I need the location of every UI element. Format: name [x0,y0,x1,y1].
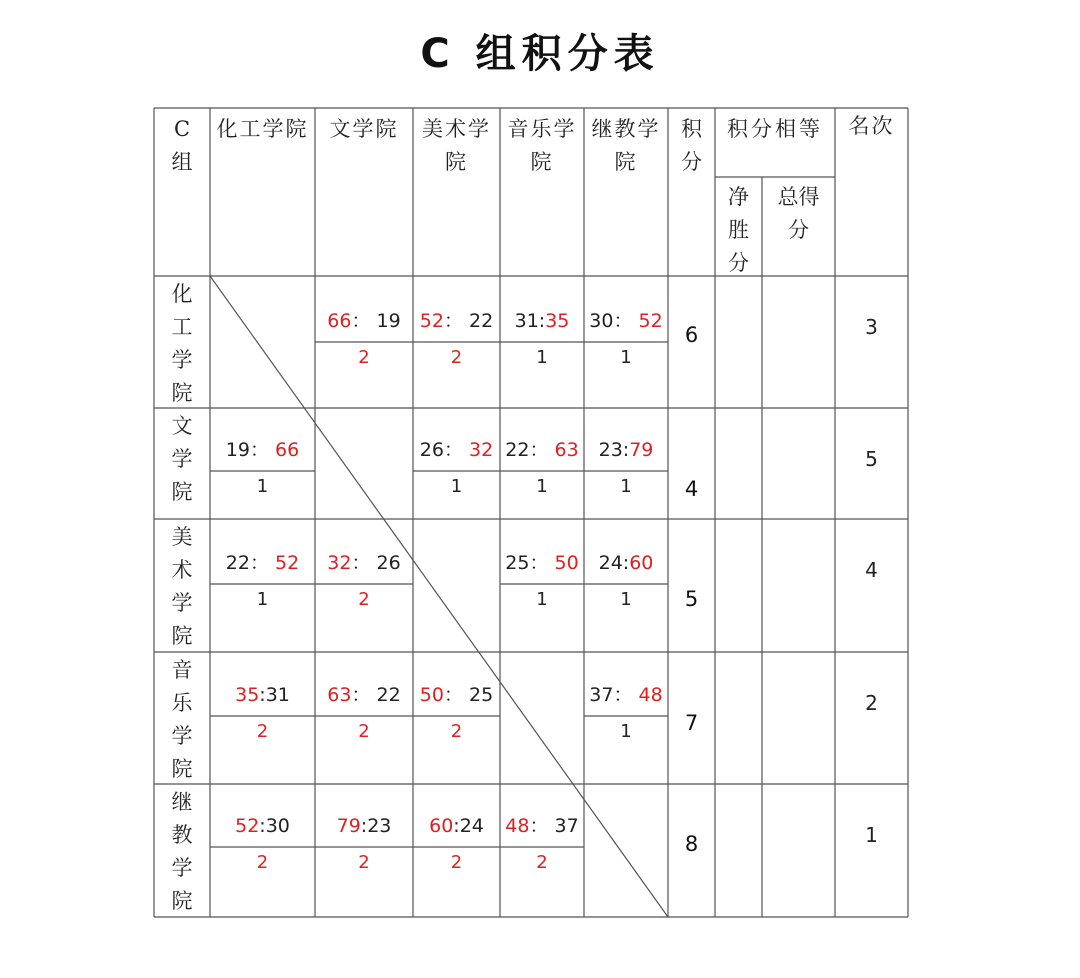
match-score [413,438,500,463]
text: : [259,815,266,837]
text: 37 [589,684,614,706]
text: 48 [505,815,530,837]
match-score [210,683,315,708]
match-points: 2 [358,589,370,610]
match-score [413,309,500,334]
text: 26 [376,552,401,574]
text: 63 [554,439,579,461]
match-points: 2 [358,852,370,873]
header-col-1: 文学院 [329,117,399,141]
header-col-0: 化工学院 [216,117,309,141]
text: 35 [545,310,570,332]
match-points: 1 [620,347,632,368]
text: 79 [629,439,654,461]
text: 63 [327,684,352,706]
text: 60 [629,552,654,574]
text: ： [613,310,639,332]
match-score [584,551,668,576]
match-score [500,551,584,576]
match-points: 2 [358,347,370,368]
match-points: 1 [536,589,548,610]
text: 24 [459,815,484,837]
header-points: 积分 [681,117,702,174]
text: 31 [514,310,539,332]
text: 23 [367,815,392,837]
row-rank: 5 [865,447,878,471]
match-points: 1 [256,476,269,497]
text: 26 [419,439,444,461]
row-team-label: 化工学院 [171,282,193,405]
match-points: 2 [256,721,269,742]
row-team-label: 美术学院 [171,525,193,648]
match-score [210,551,315,576]
row-team-label: 文学院 [171,414,193,504]
header-total-score: 总得分 [777,185,820,242]
text: ： [443,439,470,461]
text: ： [529,439,555,461]
text: : [622,552,630,574]
row-rank: 3 [865,315,878,339]
match-points: 1 [450,476,463,497]
text: 22 [469,310,494,332]
text: ： [351,552,377,574]
match-points: 1 [536,347,548,368]
match-points: 2 [256,852,269,873]
match-score [210,814,315,839]
row-points: 7 [684,711,699,735]
page-title: C 组积分表 [420,31,660,77]
match-points: 1 [620,721,632,742]
match-points: 2 [450,852,463,873]
text: 50 [554,552,579,574]
text: : [538,310,546,332]
text: 22 [376,684,401,706]
row-points: 8 [684,831,699,856]
match-points: 2 [450,347,463,368]
match-score [500,814,584,839]
header-net: 净胜分 [728,185,749,275]
match-score [413,683,500,708]
row-team-label: 音乐学院 [171,658,193,781]
text: 66 [275,439,300,461]
text: 50 [419,684,444,706]
text: 22 [505,439,530,461]
row-points: 5 [684,586,699,611]
match-points: 1 [620,589,632,610]
text: : [360,815,368,837]
text: 31 [265,684,290,706]
text: ： [249,439,276,461]
text: ： [351,684,377,706]
row-rank: 1 [865,823,878,847]
header-col-3: 音乐学院 [507,117,577,174]
text: 24 [598,552,623,574]
text: : [622,439,630,461]
text: : [453,815,460,837]
text: 30 [265,815,290,837]
text: 30 [589,310,614,332]
text: ： [443,310,470,332]
text: ： [443,684,470,706]
text: ： [249,552,276,574]
match-score [315,814,413,839]
match-score [315,309,413,334]
text: 52 [235,815,260,837]
row-rank: 4 [865,558,878,582]
match-score [584,309,668,334]
text: : [259,684,266,706]
row-team-label: 继教学院 [171,790,193,913]
text: 79 [336,815,361,837]
text: 22 [225,552,250,574]
match-points: 2 [358,721,370,742]
text: 60 [429,815,454,837]
match-points: 2 [450,721,463,742]
text: 37 [554,815,579,837]
text: 52 [275,552,300,574]
text: 66 [327,310,352,332]
header-rank: 名次 [848,114,895,138]
text: 52 [419,310,444,332]
text: ： [351,310,377,332]
text: ： [529,815,555,837]
text: 35 [235,684,260,706]
match-score [500,438,584,463]
text: 25 [505,552,530,574]
match-score [413,814,500,839]
header-tie: 积分相等 [727,117,823,141]
text: 48 [638,684,663,706]
text: ： [529,552,555,574]
text: 23 [598,439,623,461]
text: 32 [469,439,494,461]
row-points: 6 [684,323,699,347]
text: 19 [225,439,250,461]
text: ： [613,684,639,706]
match-score [315,551,413,576]
match-points: 2 [536,852,548,873]
match-score [584,683,668,708]
header-col-4: 继教学院 [591,117,661,174]
match-score [584,438,668,463]
header-group: C组 [171,117,193,174]
match-score [500,309,584,334]
header-col-2: 美术学院 [422,117,491,174]
row-rank: 2 [865,691,878,715]
text: 25 [469,684,494,706]
match-points: 1 [536,476,548,497]
match-score [210,438,315,463]
match-score [315,683,413,708]
row-points: 4 [684,476,699,501]
match-points: 1 [620,476,632,497]
text: 52 [638,310,663,332]
text: 32 [327,552,352,574]
text: 19 [376,310,401,332]
match-points: 1 [256,589,269,610]
